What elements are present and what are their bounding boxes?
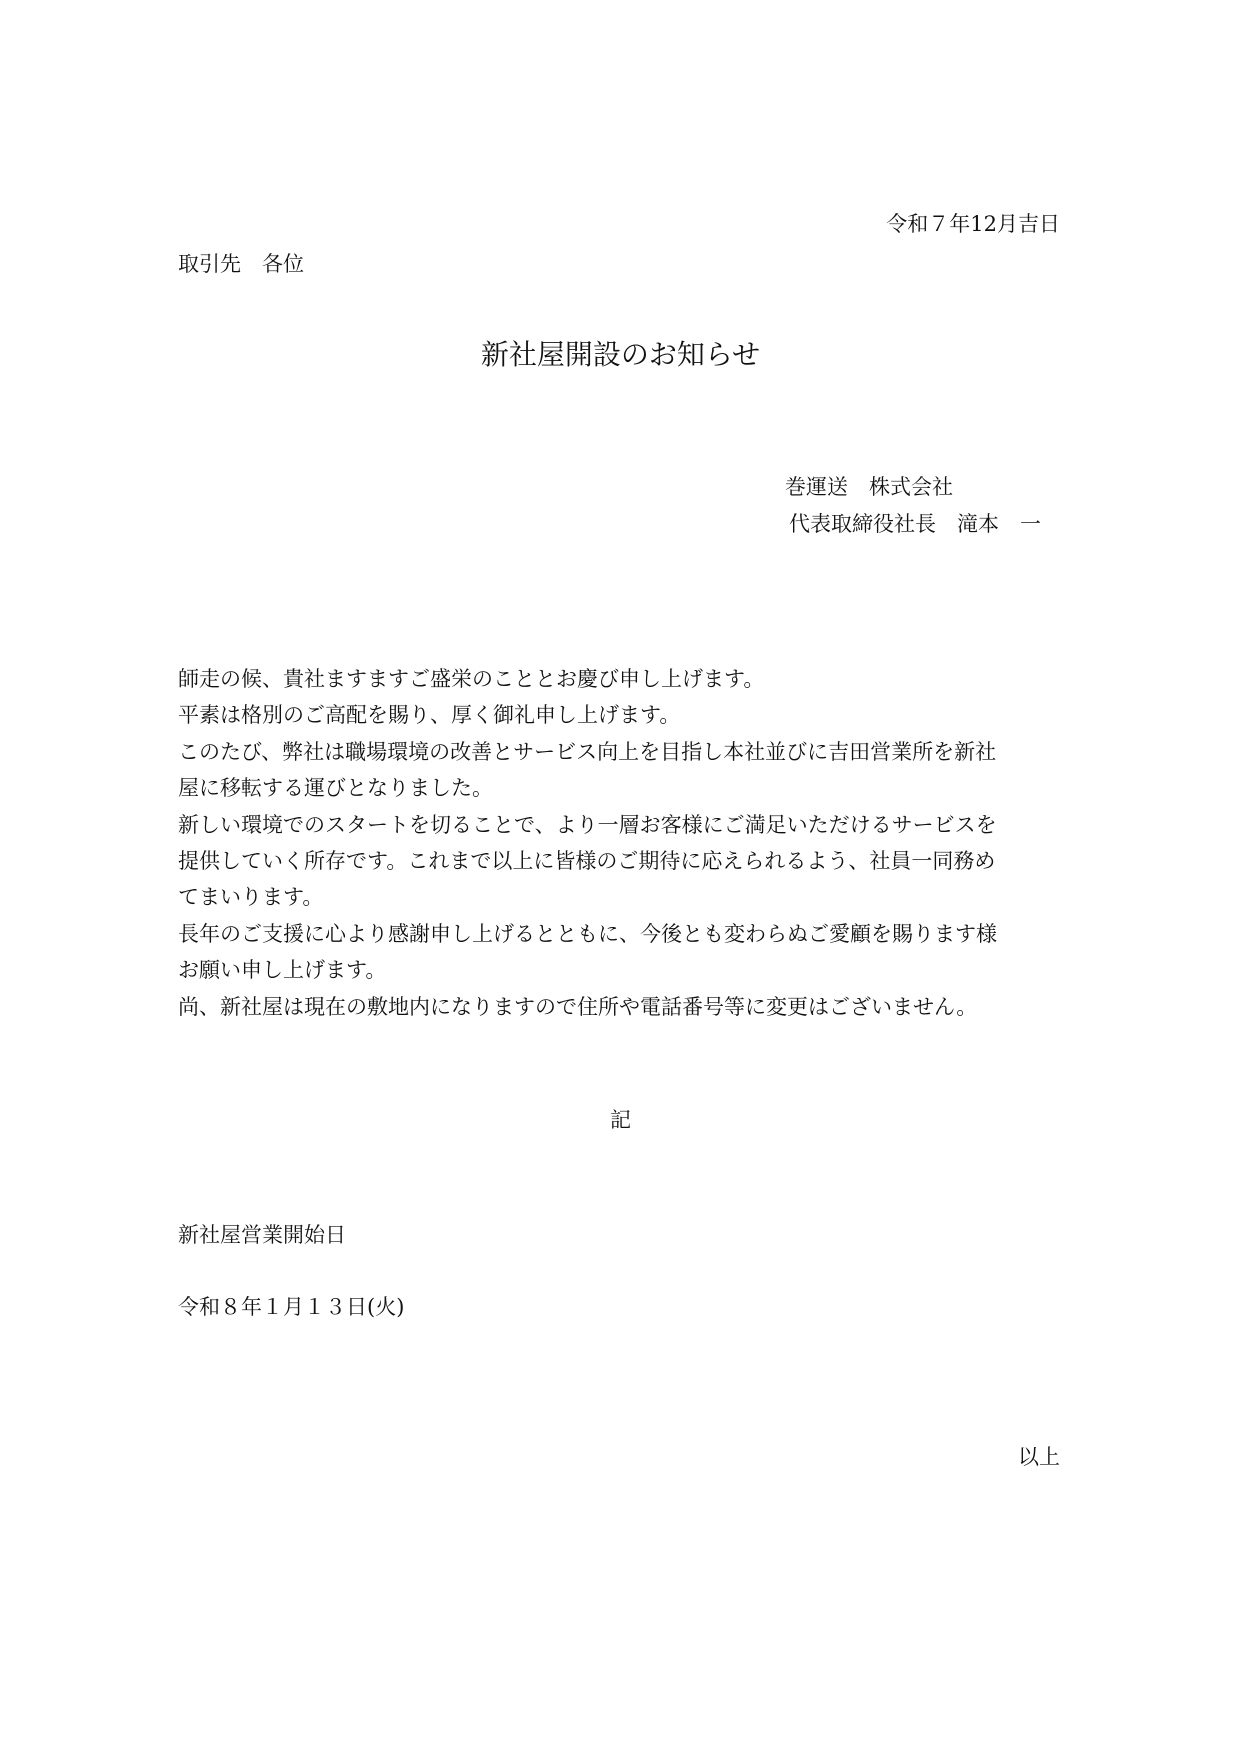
document-title: 新社屋開設のお知らせ (480, 338, 761, 371)
body-text (178, 661, 1058, 1025)
body-line: てまいります。 (178, 885, 324, 910)
body-line: 尚、新社屋は現在の敷地内になりますので住所や電話番号等に変更はございません。 (178, 994, 978, 1019)
body-line: このたび、弊社は職場環境の改善とサービス向上を目指し本社並びに吉田営業所を新社 (178, 739, 997, 764)
recipient: 取引先 各位 (178, 252, 304, 276)
body-line: 師走の候、貴社ますますご盛栄のこととお慶び申し上げます。 (178, 667, 765, 691)
opening-date-value: 令和８年１月１３日(火) (178, 1295, 405, 1319)
body-line: 屋に移転する運びとなりました。 (178, 776, 493, 801)
sender-representative: 代表取締役社長 滝本 一 (789, 512, 1041, 536)
body-line: お願い申し上げます。 (178, 958, 387, 983)
body-line: 提供していく所存です。これまで以上に皆様のご期待に応えられるよう、社員一同務め (178, 849, 996, 874)
closing-mark: 以上 (1018, 1445, 1060, 1469)
body-line: 平素は格別のご高配を賜り、厚く御礼申し上げます。 (178, 703, 681, 728)
ki-heading: 記 (610, 1108, 631, 1132)
body-line: 長年のご支援に心より感謝申し上げるとともに、今後とも変わらぬご愛顧を賜ります様 (178, 921, 997, 946)
sender-company: 巻運送 株式会社 (785, 475, 953, 499)
document-date: 令和７年12月吉日 (886, 212, 1060, 236)
body-line: 新しい環境でのスタートを切ることで、より一層お客様にご満足いただけるサービスを (178, 812, 997, 837)
opening-date-label: 新社屋営業開始日 (178, 1223, 346, 1247)
